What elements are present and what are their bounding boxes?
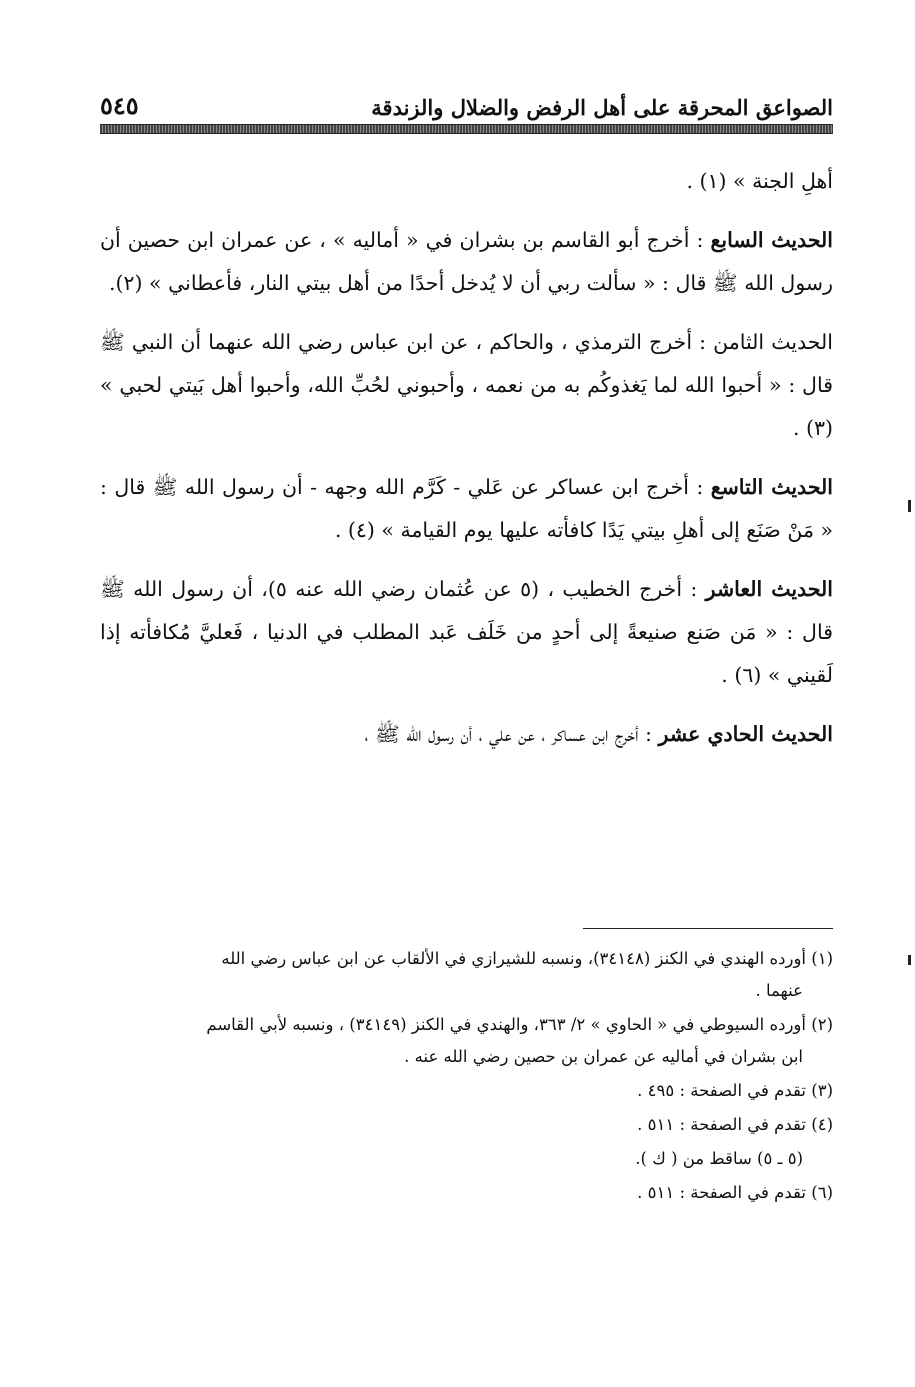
- footnote-continuation: ابن بشران في أماليه عن عمران بن حصين رضي الله عنه .: [404, 1047, 803, 1066]
- paragraph-text: أهلِ الجنة » (١) .: [686, 169, 833, 193]
- running-header: [100, 84, 833, 120]
- footnote: [100, 1009, 833, 1073]
- paragraph-text: : أخرج ابن عساكر ، عن علي ، أن رسول الله ﷺ ،: [364, 722, 659, 746]
- hadith-heading: الحديث السابع: [710, 228, 833, 252]
- paragraph: [100, 321, 833, 450]
- footnote-separator: [583, 928, 833, 929]
- paragraph: [100, 160, 833, 203]
- paragraph: [100, 568, 833, 697]
- footnote: [100, 1177, 833, 1209]
- footnote-marker: (١): [811, 949, 833, 968]
- main-text: [100, 160, 833, 772]
- paragraph-text: : أخرج الخطيب ، (٥ عن عُثمان رضي الله عنه ٥)، أن رسول الله ﷺ قال : « مَن صَنع صنيعةً إلى أحدٍ من خَلَف عَبد المطلب في الدنيا ، فَعليَّ مُكافأته إذا لَقيني » (٦) .: [100, 577, 833, 687]
- footnote-text: ساقط من ( ك ).: [635, 1149, 752, 1168]
- header-rule: [100, 124, 833, 134]
- footnotes: [100, 943, 833, 1211]
- footnote-marker: (٦): [811, 1183, 833, 1202]
- footnote-text: تقدم في الصفحة : ٤٩٥ .: [637, 1081, 806, 1100]
- paragraph: [100, 713, 833, 756]
- footnote-marker: (٢): [811, 1015, 833, 1034]
- page-number: ٥٤٥: [100, 91, 139, 120]
- hadith-heading: الحديث التاسع: [710, 475, 833, 499]
- paragraph-text: الحديث الثامن : أخرج الترمذي ، والحاكم ، عن ابن عباس رضي الله عنهما أن النبي ﷺ قال : « أحبوا الله لما يَغذوكُم به من نعمه ، وأحبوني لحُبِّ الله، وأحبوا أهل بَيتي لحبي » (٣) .: [100, 330, 833, 440]
- footnote-text: تقدم في الصفحة : ٥١١ .: [637, 1115, 806, 1134]
- footnote: [100, 1075, 833, 1107]
- footnote-text: تقدم في الصفحة : ٥١١ .: [637, 1183, 806, 1202]
- footnote-text: أورده السيوطي في « الحاوي » ٢/ ٣٦٣، والهندي في الكنز (٣٤١٤٩) ، ونسبه لأبي القاسم: [206, 1015, 806, 1034]
- footnote: [100, 943, 833, 1007]
- scan-edge-mark: [908, 500, 911, 512]
- paragraph-text: : أخرج ابن عساكر عن عَلي - كَرَّم الله وجهه - أن رسول الله ﷺ قال : « مَنْ صَنَع إلى أهلِ بيتي يَدًا كافأته عليها يوم القيامة » (٤) .: [100, 475, 833, 542]
- footnote-marker: (٣): [811, 1081, 833, 1100]
- scan-edge-mark: [908, 955, 911, 965]
- header-title: الصواعق المحرقة على أهل الرفض والضلال والزندقة: [371, 95, 833, 120]
- footnote: [100, 1109, 833, 1141]
- hadith-heading: الحديث العاشر: [705, 577, 833, 601]
- footnote-text: أورده الهندي في الكنز (٣٤١٤٨)، ونسبه للشيرازي في الألقاب عن ابن عباس رضي الله: [221, 949, 806, 968]
- paragraph-text: : أخرج أبو القاسم بن بشران في « أماليه » ، عن عمران ابن حصين أن رسول الله ﷺ قال : « سألت ربي أن لا يُدخل أحدًا من أهل بيتي النار، فأعطاني » (٢).: [100, 228, 833, 295]
- footnote-marker: (٤): [811, 1115, 833, 1134]
- footnote-continuation: عنهما .: [755, 981, 803, 1000]
- footnote: [100, 1143, 833, 1175]
- hadith-heading: الحديث الحادي عشر: [658, 722, 833, 746]
- paragraph: [100, 219, 833, 305]
- footnote-marker: (٥ ـ ٥): [757, 1149, 803, 1168]
- paragraph: [100, 466, 833, 552]
